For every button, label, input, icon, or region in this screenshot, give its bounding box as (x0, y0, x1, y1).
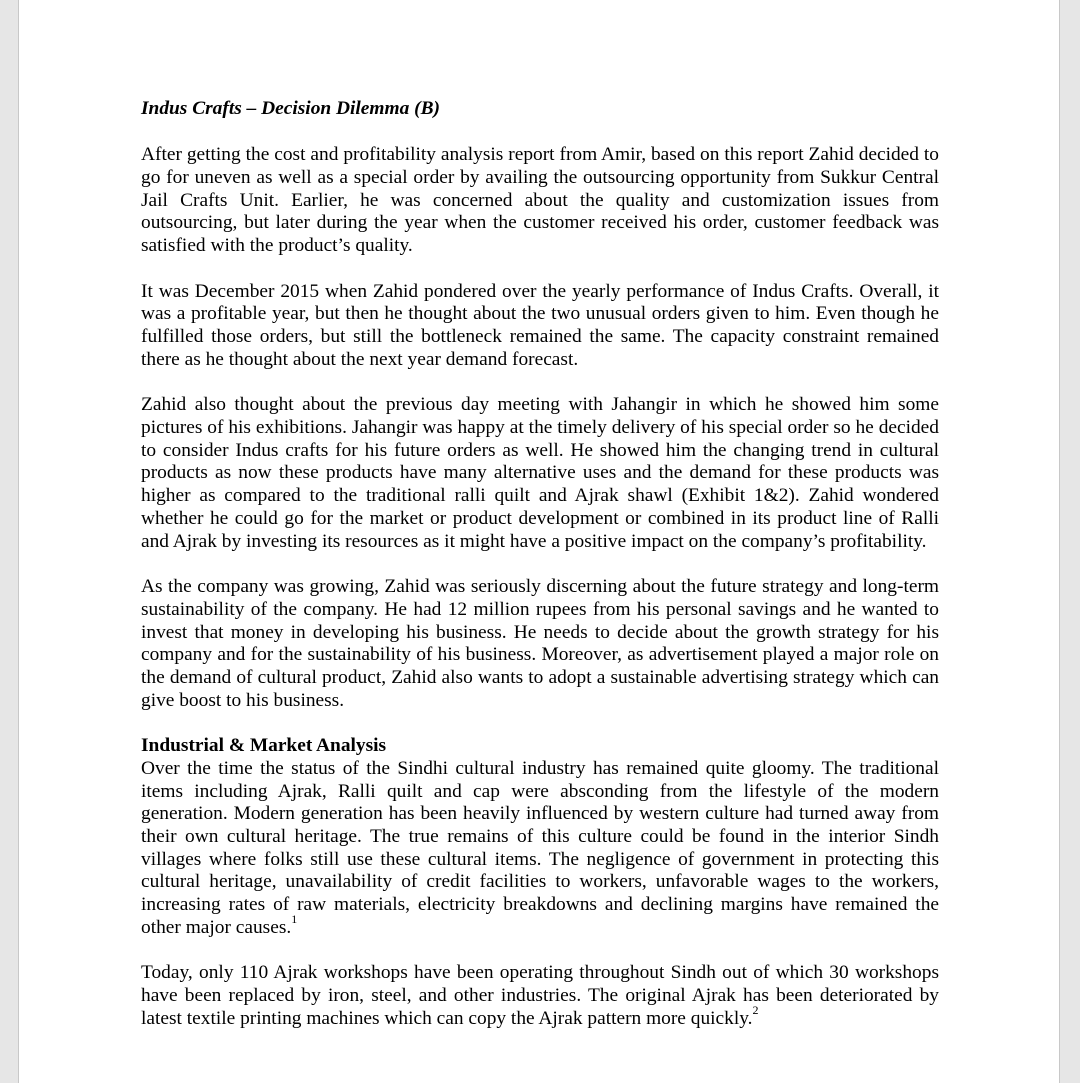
footnote-ref-2[interactable]: 2 (752, 1003, 759, 1018)
section-paragraph-1 (141, 758, 939, 940)
document-title: Indus Crafts – Decision Dilemma (B) (141, 98, 440, 119)
paragraph-4: As the company was growing, Zahid was seriously discerning about the future strategy and long-term sustainability of the company. He had 12 million rupees from his personal savings and he wanted to invest that money in developing his business. He needs to decide about the growth strategy for his company and for the sustainability of his business. Moreover, as advertisement played a major role on the demand of cultural product, Zahid also wants to adopt a sustainable advertising strategy which can give boost to his business. (141, 576, 939, 711)
section-paragraph-1-text: Over the time the status of the Sindhi cultural industry has remained quite gloomy. The traditional items including Ajrak, Ralli quilt and cap were absconding from the lifestyle of the modern generation. Modern generation has been heavily influenced by western culture had turned away from their own cultural heritage. The true remains of this culture could be found in the interior Sindh villages where folks still use these cultural items. The negligence of government in protecting this cultural heritage, unavailability of credit facilities to workers, unfavorable wages to the workers, increasing rates of raw materials, electricity breakdowns and declining margins have remained the other major causes. (141, 757, 939, 938)
paragraph-1: After getting the cost and profitability analysis report from Amir, based on this report Zahid decided to go for uneven as well as a special order by availing the outsourcing opportunity from Sukkur Central Jail Crafts Unit. Earlier, he was concerned about the quality and customization issues from outsourcing, but later during the year when the customer received his order, customer feedback was satisfied with the product’s quality. (141, 144, 939, 257)
section-heading: Industrial & Market Analysis (141, 735, 387, 757)
footnote-ref-1[interactable]: 1 (291, 912, 298, 927)
document-page (18, 0, 1060, 1083)
paragraph-2: It was December 2015 when Zahid pondered over the yearly performance of Indus Crafts. Overall, it was a profitable year, but then he thought about the two unusual orders given to him. Even though he fulfilled those orders, but still the bottleneck remained the same. The capacity constraint remained there as he thought about the next year demand forecast. (141, 280, 939, 370)
document-body (141, 98, 939, 1053)
paragraph-3: Zahid also thought about the previous day meeting with Jahangir in which he showed him some pictures of his exhibitions. Jahangir was happy at the timely delivery of his special order so he decided to consider Indus crafts for his future orders as well. He showed him the changing trend in cultural products as now these products have many alternative uses and the demand for these products was higher as compared to the traditional ralli quilt and Ajrak shawl (Exhibit 1&2). Zahid wondered whether he could go for the market or product development or combined in its product line of Ralli and Ajrak by investing its resources as it might have a positive impact on the company’s profitability. (141, 394, 939, 552)
section-paragraph-2-text: Today, only 110 Ajrak workshops have been operating throughout Sindh out of which 30 workshops have been replaced by iron, steel, and other industries. The original Ajrak has been deteriorated by latest textile printing machines which can copy the Ajrak pattern more quickly. (141, 962, 939, 1029)
section-paragraph-2 (141, 962, 939, 1030)
